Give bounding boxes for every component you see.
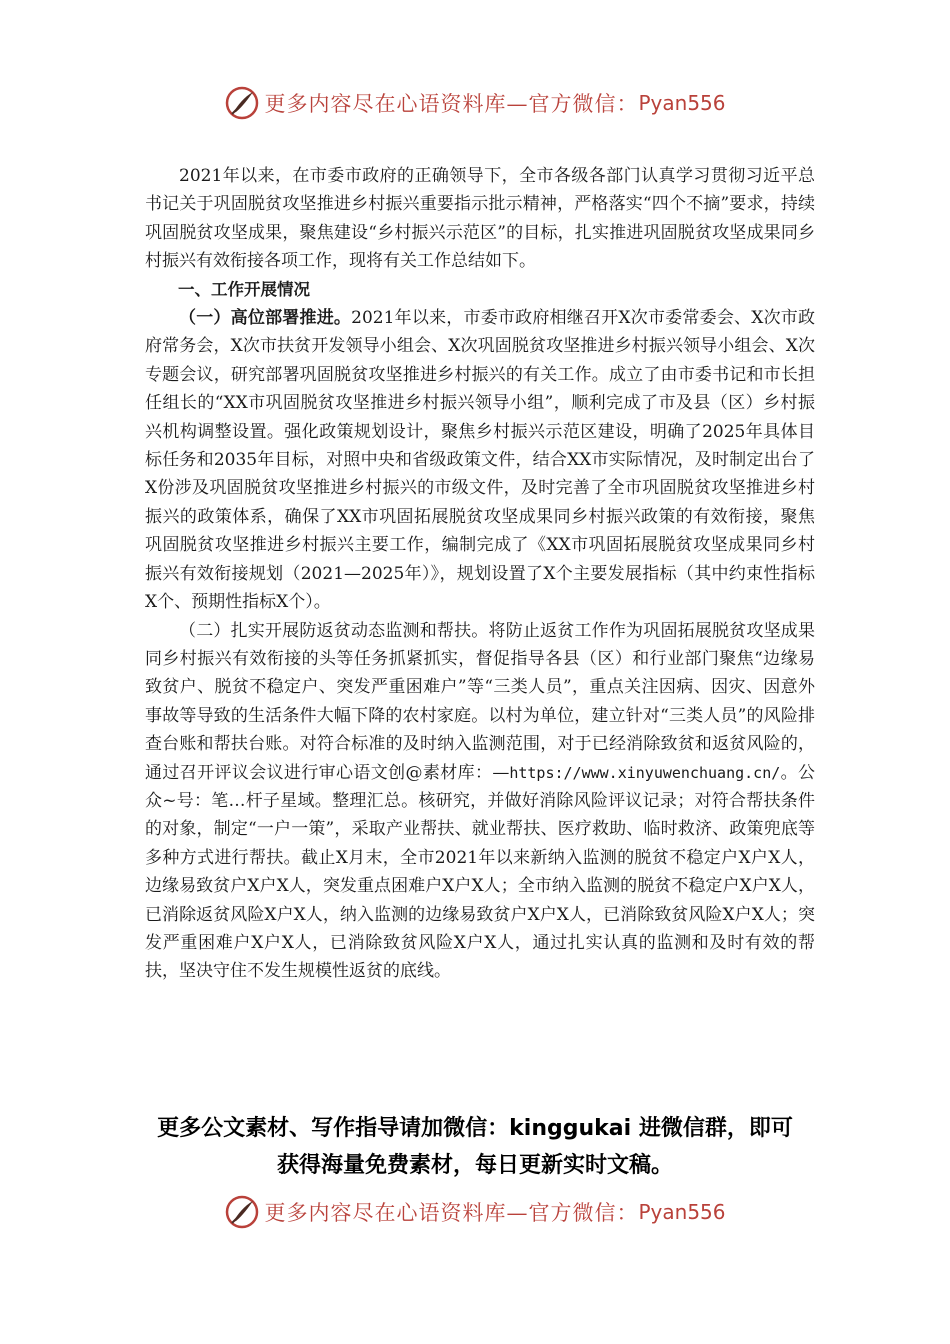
- promo-line-2: 获得海量免费素材，每日更新实时文稿。: [276, 1153, 673, 1178]
- intro-paragraph: 2021年以来，在市委市政府的正确领导下，全市各级各部门认真学习贯彻习近平总书记关于巩固脱贫攻坚推进乡村振兴重要指示批示精神，严格落实“四个不摘”要求，持续巩固脱贫攻坚成果，聚焦建设“乡村振兴示范区”的目标，扎实推进巩固脱贫攻坚成果同乡村振兴有效衔接各项工作，现将有关工作总结如下。: [145, 166, 815, 272]
- paragraph-2-text-a: （二）扎实开展防返贫动态监测和帮扶。将防止返贫工作作为巩固拓展脱贫攻坚成果同乡村振兴有效衔接的头等任务抓紧抓实，督促指导各县（区）和行业部门聚焦“边缘易致贫户、脱贫不稳定户、突发严重困难户”等“三类人员”，重点关注因病、因灾、因意外事故等导致的生活条件大幅下降的农村家庭。以村为单位，建立针对“三类人员”的风险排查台账和帮扶台账。对符合标准的及时纳入监测范围，对于已经消除致贫和返贫风险的，通过召开评议会议进行审心语文创@素材库：—: [145, 620, 815, 783]
- header-banner: [0, 83, 950, 123]
- paragraph-1-lead: （一）高位部署推进。: [179, 308, 352, 329]
- promo-notice: [130, 1110, 820, 1184]
- paragraph-1: [145, 304, 815, 616]
- quill-logo-icon: [224, 85, 260, 121]
- header-banner-text: 更多内容尽在心语资料库—官方微信：: [264, 92, 639, 116]
- paragraph-2-text-b: 。公众~号：笔…杆子星域。整理汇总。核研究，并做好消除风险评议记录；对符合帮扶条件的对象，制定“一户一策”，采取产业帮扶、就业帮扶、医疗救助、临时救济、政策兜底等多种方式进行帮扶。截止X月末，全市2021年以来新纳入监测的脱贫不稳定户X户X人，边缘易致贫户X户X人，突发重点困难户X户X人；全市纳入监测的脱贫不稳定户X户X人，已消除返贫风险X户X人，纳入监测的边缘易致贫户X户X人，已消除致贫风险X户X人；突发严重困难户X户X人，已消除致贫风险X户X人，通过扎实认真的监测和及时有效的帮扶，坚决守住不发生规模性返贫的底线。: [145, 762, 816, 982]
- section-heading: 一、工作开展情况: [178, 279, 310, 299]
- footer-banner: [0, 1192, 950, 1232]
- header-wechat-id: Pyan556: [638, 91, 726, 115]
- footer-wechat-id: Pyan556: [638, 1200, 726, 1224]
- paragraph-2: [145, 617, 815, 986]
- paragraph-2-url: https://www.xinyuwenchuang.cn/: [509, 763, 781, 782]
- quill-logo-icon: [224, 1194, 260, 1230]
- paragraph-1-text: 2021年以来，市委市政府相继召开X次市委常委会、X次市政府常务会，X次市扶贫开发领导小组会、X次巩固脱贫攻坚推进乡村振兴领导小组会、X次专题会议，研究部署巩固脱贫攻坚推进乡村振兴的有关工作。成立了由市委书记和市长担任组长的“XX市巩固脱贫攻坚推进乡村振兴领导小组”，顺利完成了市及县（区）乡村振兴机构调整设置。强化政策规划设计，聚焦乡村振兴示范区建设，明确了2025年具体目标任务和2035年目标，对照中央和省级政策文件，结合XX市实际情况，及时制定出台了X份涉及巩固脱贫攻坚推进乡村振兴的市级文件，及时完善了全市巩固脱贫攻坚推进乡村振兴的政策体系，确保了XX市巩固拓展脱贫攻坚成果同乡村振兴政策的有效衔接，聚焦巩固脱贫攻坚推进乡村振兴主要工作，编制完成了《XX市巩固拓展脱贫攻坚成果同乡村振兴有效衔接规划（2021—2025年）》，规划设置了X个主要发展指标（其中约束性指标X个、预期性指标X个）。: [145, 308, 816, 613]
- document-body: [145, 162, 815, 986]
- promo-line-1: 更多公文素材、写作指导请加微信：kinggukai 进微信群，即可: [157, 1116, 793, 1141]
- footer-banner-text: 更多内容尽在心语资料库—官方微信：: [264, 1201, 639, 1225]
